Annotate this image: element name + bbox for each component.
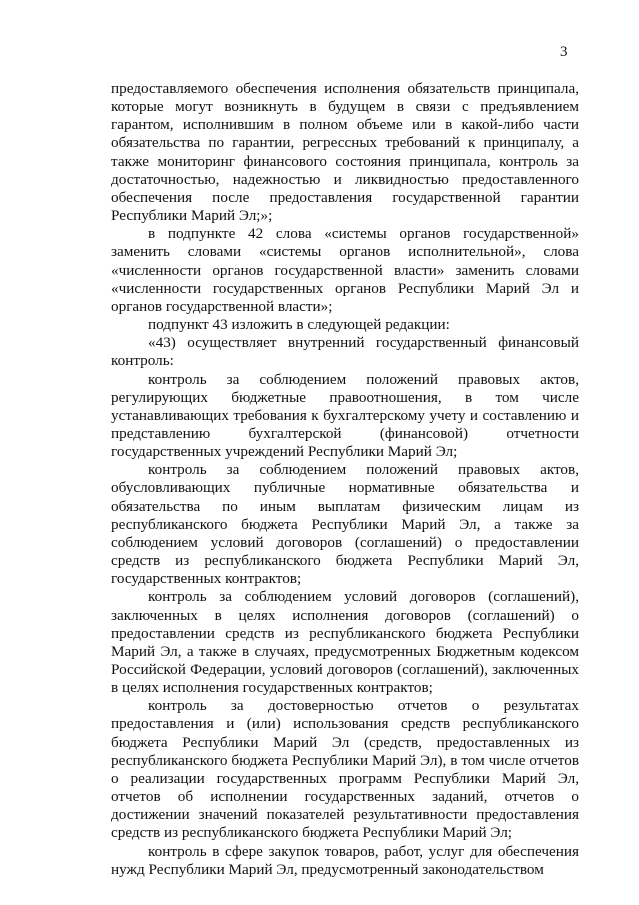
paragraph-control-procurement: контроль в сфере закупок товаров, работ, услуг для обеспечения нужд Республики Марий Эл, предусмотренный законодательством [111, 842, 579, 878]
paragraph-control-public-obligations: контроль за соблюдением положений правовых актов, обусловливающих публичные нормативные обязательства и обязательства по иным выплатам физическим лицам из республиканского бюджета Республики Марий Эл, а также за соблюдением условий договоров (соглашений) о предоставлении средств из республиканского бюджета Республики Марий Эл, государственных контрактов; [111, 461, 579, 588]
paragraph-subpoint-43-heading: «43) осуществляет внутренний государственный финансовый контроль: [111, 334, 579, 370]
paragraph-control-report-reliability: контроль за достоверностью отчетов о результатах предоставления и (или) использования средств республиканского бюджета Республики Марий Эл (средств, предоставленных из республиканского бюджета Республики Марий Эл), в том числе отчетов о реализации государственных программ Республики Марий Эл, отчетов об исполнении государственных заданий, отчетов о достижении значений показателей результативности предоставления средств из республиканского бюджета Республики Марий Эл; [111, 697, 579, 842]
document-body [111, 80, 579, 879]
paragraph-subpoint-43-intro: подпункт 43 изложить в следующей редакции: [148, 316, 450, 334]
paragraph-continuation: предоставляемого обеспечения исполнения обязательств принципала, которые могут возникнуть в будущем в связи с предъявлением гарантом, исполнившим в полном объеме или в какой-либо части обязательства по гарантии, регрессных требований к принципалу, а также мониторинг финансового состояния принципала, контроль за достаточностью, надежностью и ликвидностью предоставленного обеспечения после предоставления государственной гарантии Республики Марий Эл;»; [111, 80, 579, 225]
paragraph-control-contract-terms: контроль за соблюдением условий договоров (соглашений), заключенных в целях исполнения договоров (соглашений) о предоставлении средств из республиканского бюджета Республики Марий Эл, а также в случаях, предусмотренных Бюджетным кодексом Российской Федерации, условий договоров (соглашений), заключенных в целях исполнения государственных контрактов; [111, 588, 579, 697]
page-number: 3 [560, 44, 568, 60]
paragraph-control-legal-acts: контроль за соблюдением положений правовых актов, регулирующих бюджетные правоотношения, в том числе устанавливающих требования к бухгалтерскому учету и составлению и представлению бухгалтерской (финансовой) отчетности государственных учреждений Республики Марий Эл; [111, 370, 579, 461]
paragraph-subpoint-42: в подпункте 42 слова «системы органов государственной» заменить словами «системы органов исполнительной», слова «численности органов государственной власти» заменить словами «численности государственных органов Республики Марий Эл и органов государственной власти»; [111, 225, 579, 315]
